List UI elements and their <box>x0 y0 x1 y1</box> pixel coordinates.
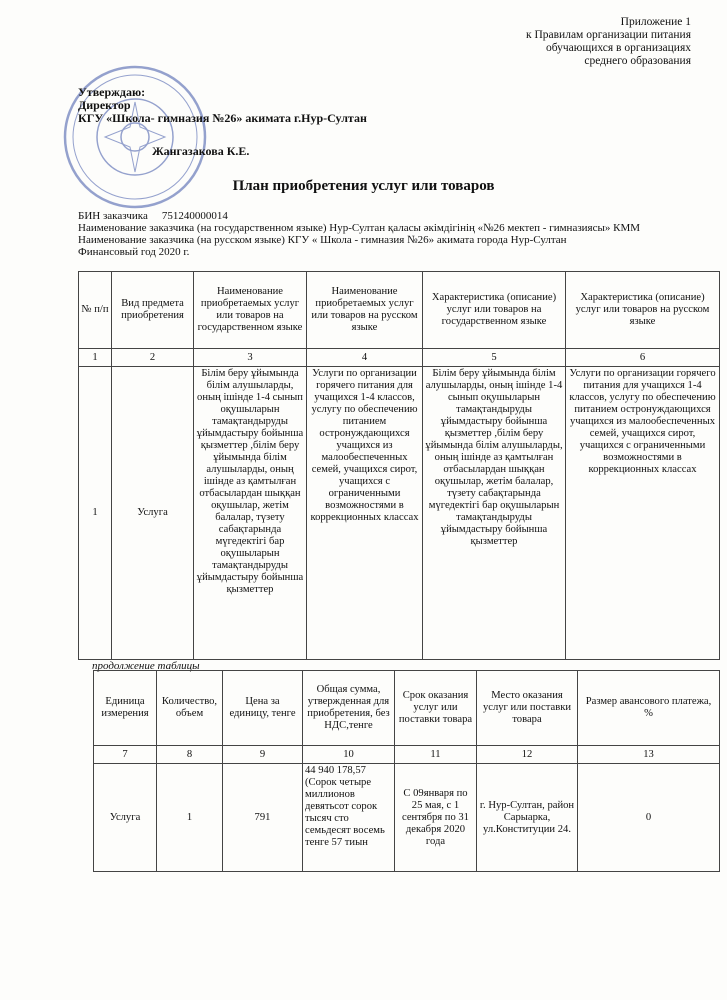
advance-payment: 0 <box>578 764 720 872</box>
column-number-row <box>94 746 720 764</box>
customer-name-kz: Наименование заказчика (на государственном языке) Нур-Султан қаласы әкімдігінің «№26 мектеп - гимназиясы» КММ <box>78 222 641 234</box>
column-number: 10 <box>303 746 395 764</box>
column-number-row <box>79 349 720 367</box>
table-continuation-note: продолжение таблицы <box>92 660 200 672</box>
appendix-line: обучающихся в организациях <box>545 42 691 54</box>
table-header-row <box>94 671 720 746</box>
column-number: 12 <box>477 746 578 764</box>
service-description-kz: Білім беру ұйымында білім алушыларды, оның ішінде 1-4 сынып оқушыларын тамақтандыруды ұйымдастыру бойынша қызметтер ,білім беру ұйымында білім алушыларды, оның ішінде аз қамтылған отбасылардан шыққан оқушылар, жетім балалар, түзету сабақтарында мүгедектігі бар оқушыларын тамақтандыруды ұйымдастыру бойынша қызметтер <box>423 367 566 660</box>
customer-info <box>78 210 718 258</box>
fiscal-year: Финансовый год 2020 г. <box>78 246 190 258</box>
approval-signature: Жангазакова К.Е. <box>152 144 250 158</box>
approval-organization: КГУ «Школа- гимназия №26» акимата г.Нур-Султан <box>78 111 367 125</box>
approval-block <box>78 86 367 158</box>
table-row <box>94 764 720 872</box>
column-number: 9 <box>223 746 303 764</box>
quantity: 1 <box>157 764 223 872</box>
service-description-ru: Услуги по организации горячего питания для учащихся 1-4 классов, услугу по обеспечению питанием остронуждающихся учащихся из малообеспеченных семей, учащихся сирот, учащихся с ограниченными возможностями в коррекционных классах <box>566 367 720 660</box>
customer-name-ru: Наименование заказчика (на русском языке) КГУ « Школа - гимназия №26» акимата города Нур-Султан <box>78 234 567 246</box>
header-cell: Размер авансового платежа, % <box>578 671 720 746</box>
column-number: 13 <box>578 746 720 764</box>
column-number: 7 <box>94 746 157 764</box>
column-number: 5 <box>423 349 566 367</box>
header-cell: Единица измерения <box>94 671 157 746</box>
appendix-line: Приложение 1 <box>620 16 691 28</box>
purchase-plan-table-continued <box>93 670 720 872</box>
header-cell: Вид предмета приобретения <box>112 272 194 349</box>
bin-line <box>78 210 718 222</box>
column-number: 8 <box>157 746 223 764</box>
bin-label: БИН заказчика <box>78 210 148 222</box>
total-amount: 44 940 178,57 (Сорок четыре миллионов девятьсот сорок тысяч сто семьдесят восемь тенге 57 тиын <box>303 764 395 872</box>
table-header-row <box>79 272 720 349</box>
header-cell: № п/п <box>79 272 112 349</box>
header-cell: Количество, объем <box>157 671 223 746</box>
row-number: 1 <box>79 367 112 660</box>
appendix-line: к Правилам организации питания <box>526 29 691 41</box>
header-cell: Характеристика (описание) услуг или товаров на государственном языке <box>423 272 566 349</box>
header-cell: Срок оказания услуг или поставки товара <box>395 671 477 746</box>
unit-price: 791 <box>223 764 303 872</box>
column-number: 2 <box>112 349 194 367</box>
header-cell: Наименование приобретаемых услуг или товаров на русском языке <box>307 272 423 349</box>
appendix-note <box>461 16 691 68</box>
table-row <box>79 367 720 660</box>
header-cell: Характеристика (описание) услуг или товаров на русском языке <box>566 272 720 349</box>
column-number: 3 <box>194 349 307 367</box>
approval-position: Директор <box>78 98 131 112</box>
document-title: План приобретения услуг или товаров <box>232 178 495 194</box>
purchase-kind: Услуга <box>112 367 194 660</box>
approval-label: Утверждаю: <box>78 85 146 99</box>
column-number: 6 <box>566 349 720 367</box>
delivery-term: С 09января по 25 мая, с 1 сентября по 31 декабря 2020 года <box>395 764 477 872</box>
column-number: 11 <box>395 746 477 764</box>
appendix-line: среднего образования <box>584 55 691 67</box>
column-number: 1 <box>79 349 112 367</box>
header-cell: Место оказания услуг или поставки товара <box>477 671 578 746</box>
service-name-ru: Услуги по организации горячего питания для учащихся 1-4 классов, услугу по обеспечению питанием остронуждающихся учащихся из малообеспеченных семей, учащихся сирот, учащихся с ограниченными возможностями в коррекционных классах <box>307 367 423 660</box>
header-cell: Общая сумма, утвержденная для приобретения, без НДС,тенге <box>303 671 395 746</box>
header-cell: Цена за единицу, тенге <box>223 671 303 746</box>
unit-of-measure: Услуга <box>94 764 157 872</box>
bin-value: 751240000014 <box>161 210 228 222</box>
purchase-plan-table <box>78 271 720 660</box>
header-cell: Наименование приобретаемых услуг или товаров на государственном языке <box>194 272 307 349</box>
column-number: 4 <box>307 349 423 367</box>
service-name-kz: Білім беру ұйымында білім алушыларды, оның ішінде 1-4 сынып оқушыларын тамақтандыруды ұйымдастыру бойынша қызметтер ,білім беру ұйымында білім алушыларды, оның ішінде аз қамтылған отбасылардан шыққан оқушылар, жетім балалар, түзету сабақтарында мүгедектігі бар оқушыларын тамақтандыруды ұйымдастыру бойынша қызметтер <box>194 367 307 660</box>
delivery-place: г. Нур-Султан, район Сарыарка, ул.Конституции 24. <box>477 764 578 872</box>
